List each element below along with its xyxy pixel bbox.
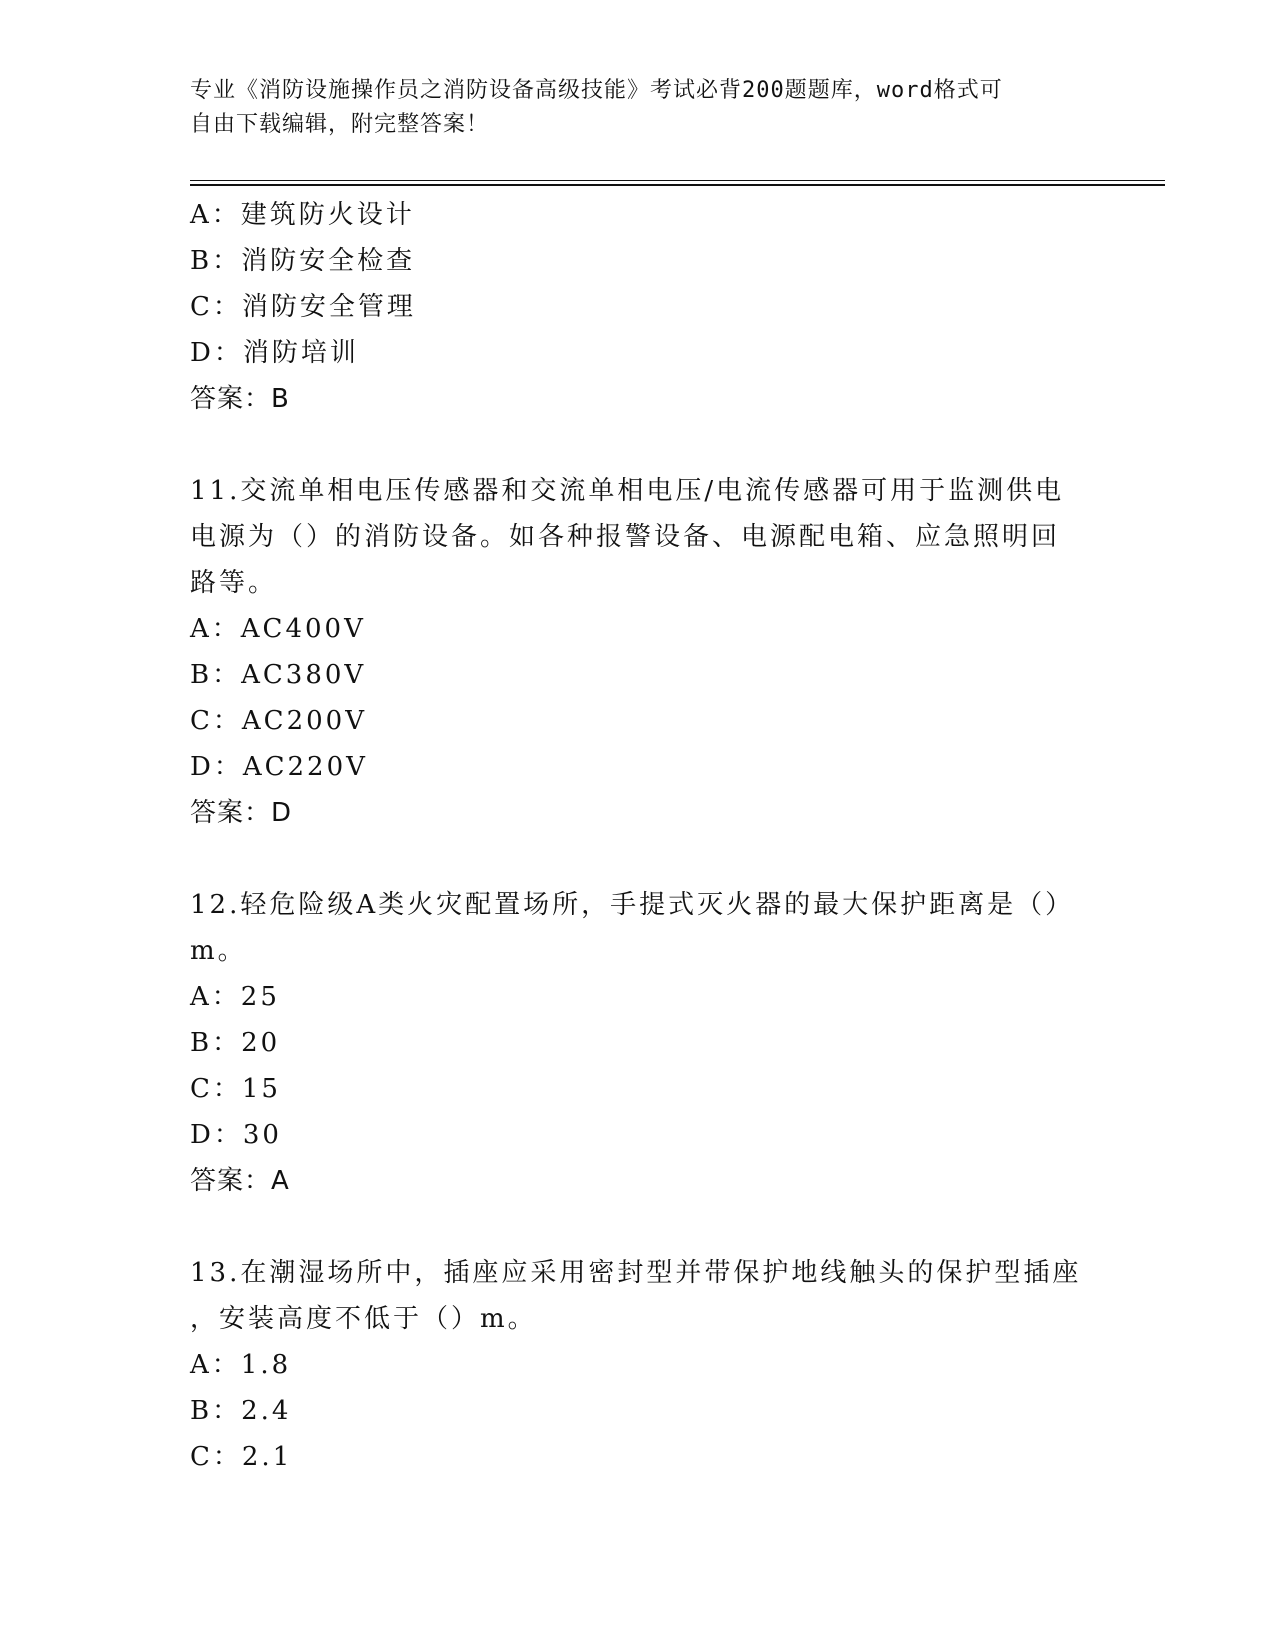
question-block (190, 1250, 1090, 1480)
question-text (190, 468, 1090, 606)
answer-option: B：AC380V (190, 660, 367, 690)
question-line: ，安装高度不低于（）m。 (190, 1304, 537, 1334)
answer-option: A：1.8 (190, 1350, 292, 1380)
answer-option: A：建筑防火设计 (190, 200, 415, 230)
question-list (190, 192, 1090, 1480)
header-divider-thick (190, 184, 1165, 186)
answer-option: A：25 (190, 982, 280, 1012)
question-text (190, 882, 1090, 974)
answer-option: C：AC200V (190, 706, 367, 736)
answer-option: C：2.1 (190, 1442, 293, 1472)
question-line: m。 (190, 936, 247, 966)
header-line-2: 自由下载编辑，附完整答案！ (190, 112, 490, 137)
question-text (190, 1250, 1090, 1342)
header-divider-thin (190, 180, 1165, 181)
answer-option: C：消防安全管理 (190, 292, 416, 322)
answer-option: A：AC400V (190, 614, 366, 644)
answer-option: B：20 (190, 1028, 281, 1058)
answer-key: 答案：D (190, 798, 293, 828)
question-line: 13.在潮湿场所中，插座应采用密封型并带保护地线触头的保护型插座 (190, 1258, 1082, 1288)
answer-option: B：消防安全检查 (190, 246, 416, 276)
document-header (190, 74, 1090, 142)
question-block (190, 468, 1090, 836)
answer-option: D：30 (190, 1120, 282, 1150)
question-line: 路等。 (190, 568, 278, 598)
question-block (190, 192, 1090, 422)
question-line: 电源为（）的消防设备。如各种报警设备、电源配电箱、应急照明回 (190, 522, 1061, 552)
header-line-1: 专业《消防设施操作员之消防设备高级技能》考试必背200题题库，word格式可 (190, 78, 1003, 103)
question-line: 12.轻危险级A类火灾配置场所，手提式灭火器的最大保护距离是（） (190, 890, 1075, 920)
question-line: 11.交流单相电压传感器和交流单相电压/电流传感器可用于监测供电 (190, 476, 1065, 506)
answer-option: C：15 (190, 1074, 281, 1104)
question-block (190, 882, 1090, 1204)
answer-key: 答案：B (190, 384, 290, 414)
answer-key: 答案：A (190, 1166, 290, 1196)
answer-option: B：2.4 (190, 1396, 292, 1426)
answer-option: D：消防培训 (190, 338, 359, 368)
answer-option: D：AC220V (190, 752, 368, 782)
